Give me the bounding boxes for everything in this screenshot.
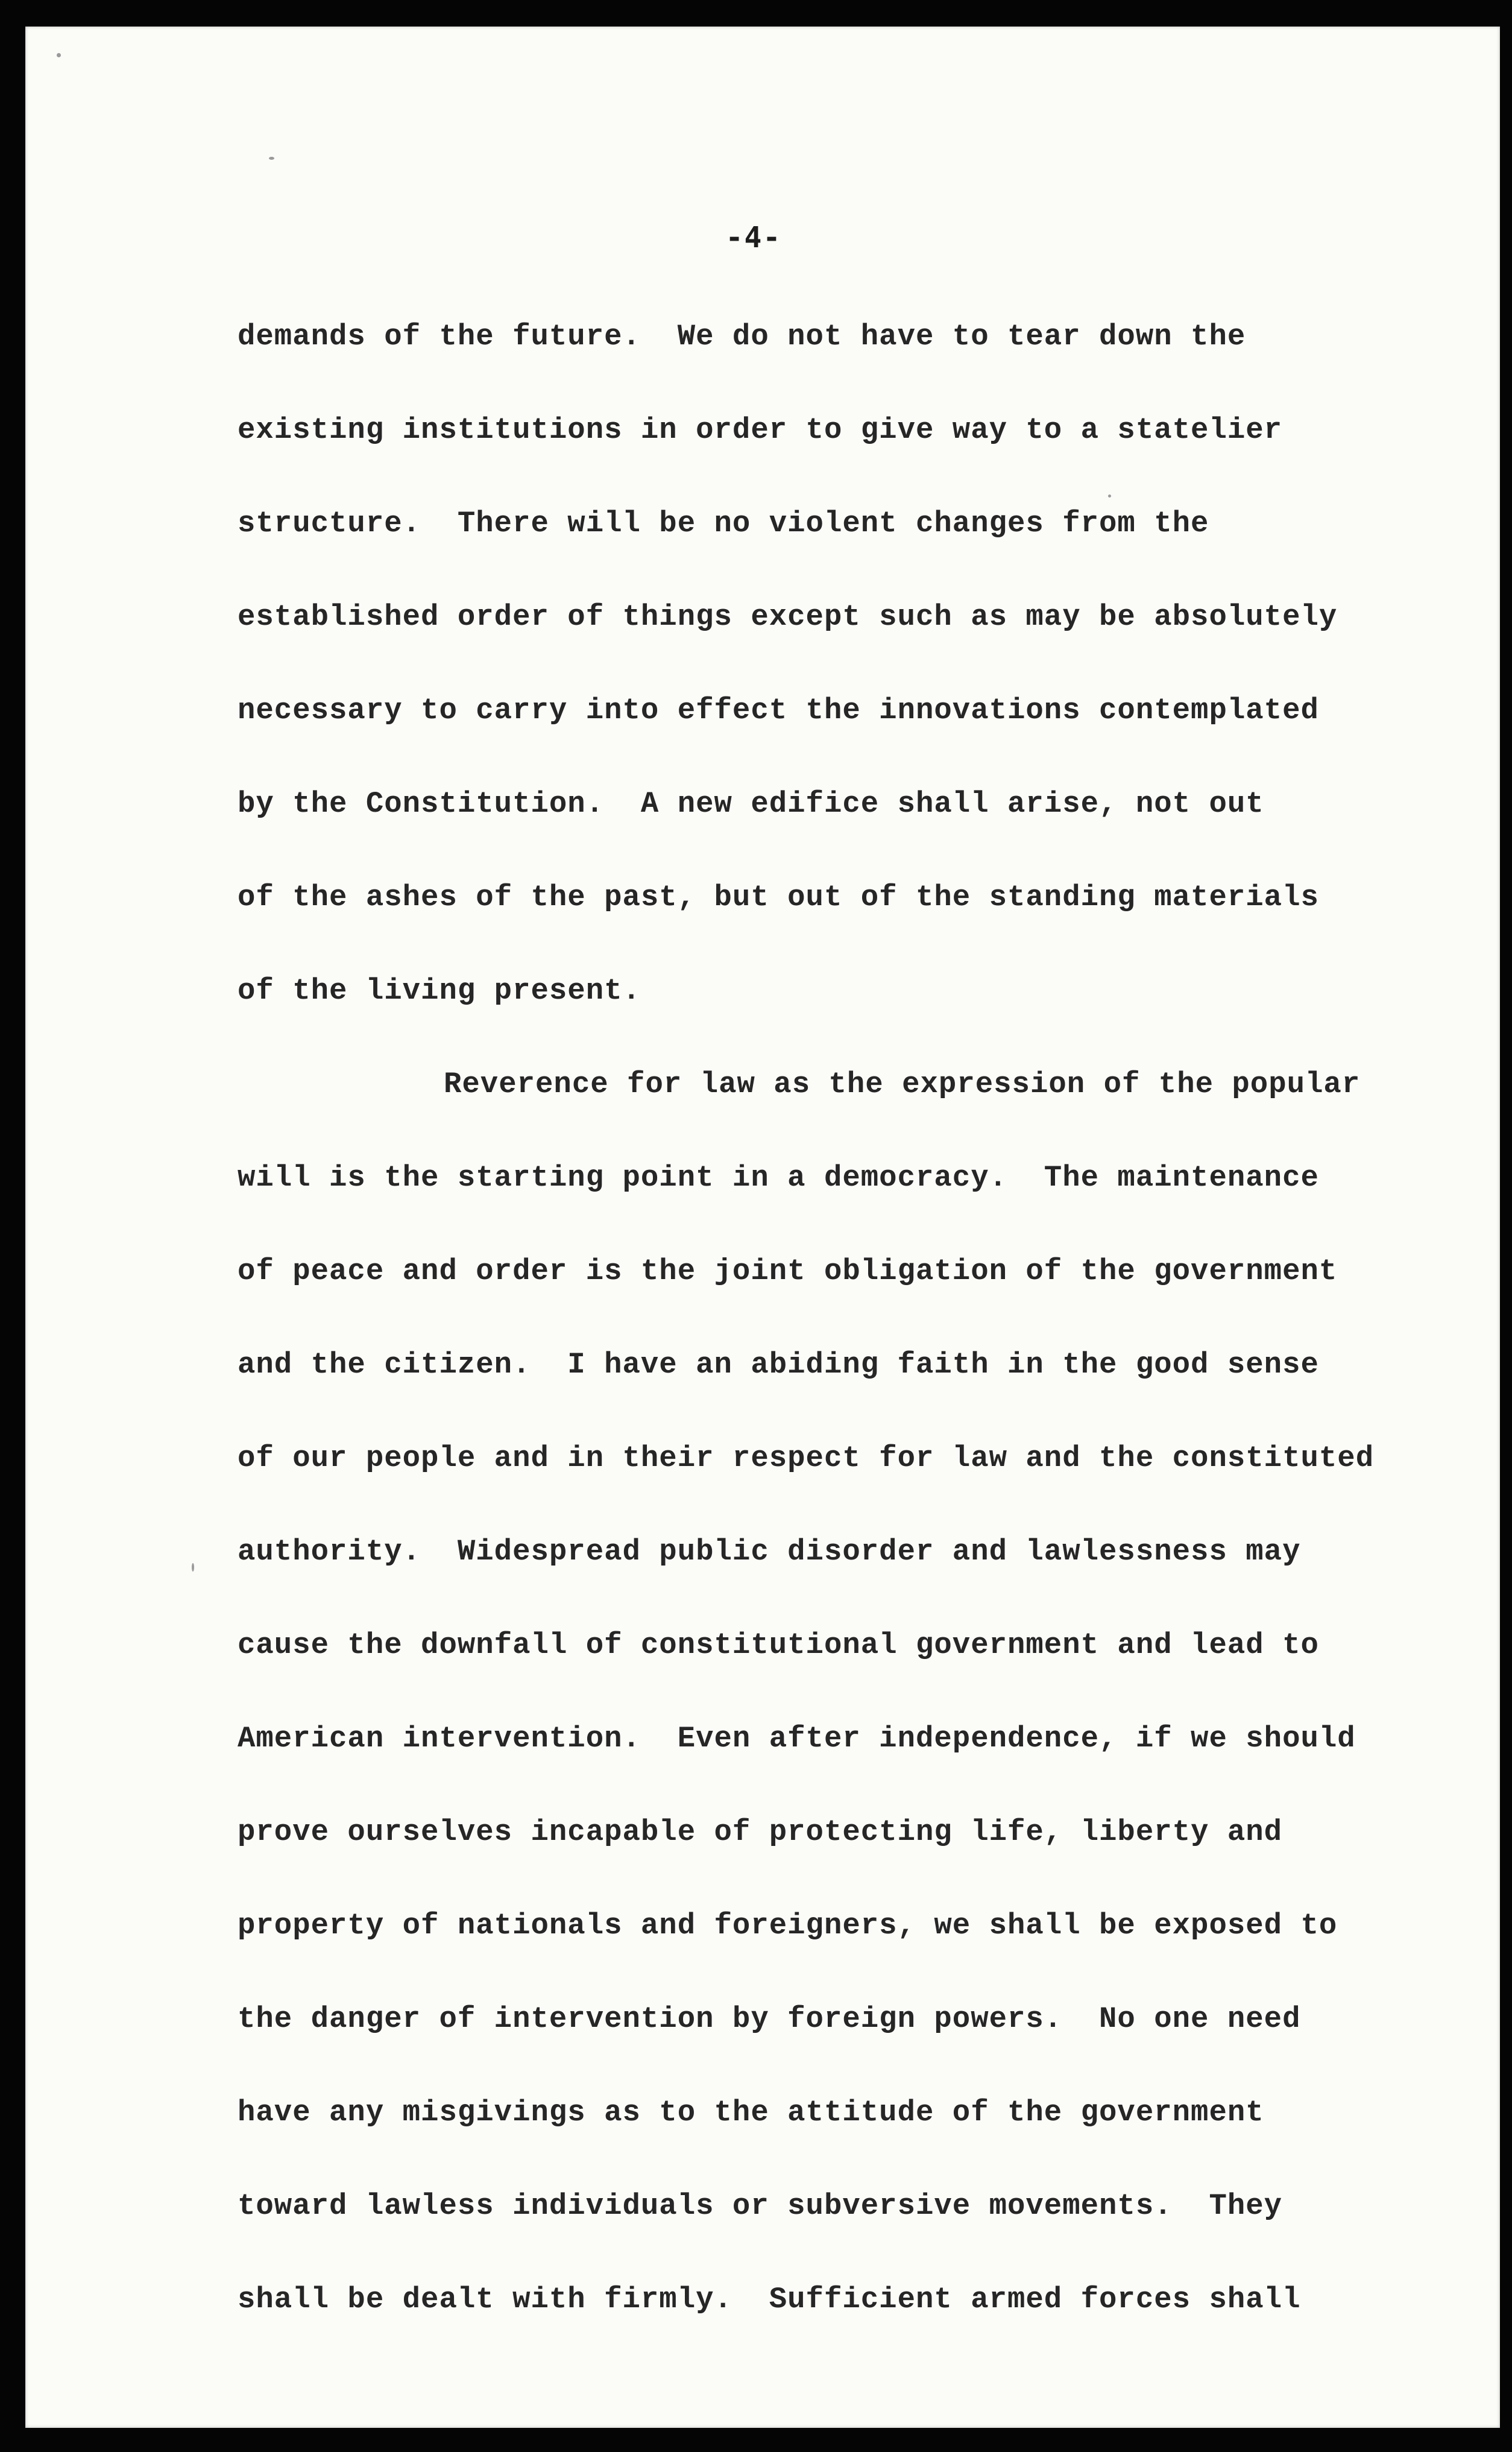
text-line-indented: Reverence for law as the expression of the popular xyxy=(444,1067,1361,1101)
text-line: established order of things except such as may be absolutely xyxy=(238,600,1338,634)
text-line: the danger of intervention by foreign powers. No one need xyxy=(238,2002,1301,2036)
text-line: structure. There will be no violent changes from the xyxy=(238,507,1209,540)
text-line: of the living present. xyxy=(238,974,641,1008)
text-line: of the ashes of the past, but out of the standing materials xyxy=(238,880,1319,914)
text-line: prove ourselves incapable of protecting life, liberty and xyxy=(238,1815,1283,1849)
scan-speck xyxy=(1108,495,1111,498)
text-line: necessary to carry into effect the innovations contemplated xyxy=(238,694,1319,727)
text-line: toward lawless individuals or subversive movements. They xyxy=(238,2189,1283,2223)
text-line: by the Constitution. A new edifice shall arise, not out xyxy=(238,787,1264,821)
text-line: cause the downfall of constitutional government and lead to xyxy=(238,1628,1319,1662)
text-line: will is the starting point in a democracy. The maintenance xyxy=(238,1161,1319,1195)
text-line: authority. Widespread public disorder and lawlessness may xyxy=(238,1535,1301,1569)
scan-speck xyxy=(192,1563,194,1572)
scan-speck xyxy=(57,53,61,57)
text-line: American intervention. Even after independence, if we should xyxy=(238,1722,1356,1755)
page-number: -4- xyxy=(725,221,782,254)
text-line: and the citizen. I have an abiding faith in the good sense xyxy=(238,1348,1319,1382)
text-line: of our people and in their respect for law and the constituted xyxy=(238,1441,1375,1475)
document-page xyxy=(25,27,1500,2428)
text-line: shall be dealt with firmly. Sufficient armed forces shall xyxy=(238,2283,1301,2316)
text-line: existing institutions in order to give way to a statelier xyxy=(238,413,1283,447)
text-line: have any misgivings as to the attitude of the government xyxy=(238,2096,1264,2129)
scan-speck xyxy=(269,157,274,160)
text-line: property of nationals and foreigners, we shall be exposed to xyxy=(238,1909,1338,1942)
text-line: demands of the future. We do not have to tear down the xyxy=(238,320,1246,353)
text-line: of peace and order is the joint obligation of the government xyxy=(238,1254,1338,1288)
